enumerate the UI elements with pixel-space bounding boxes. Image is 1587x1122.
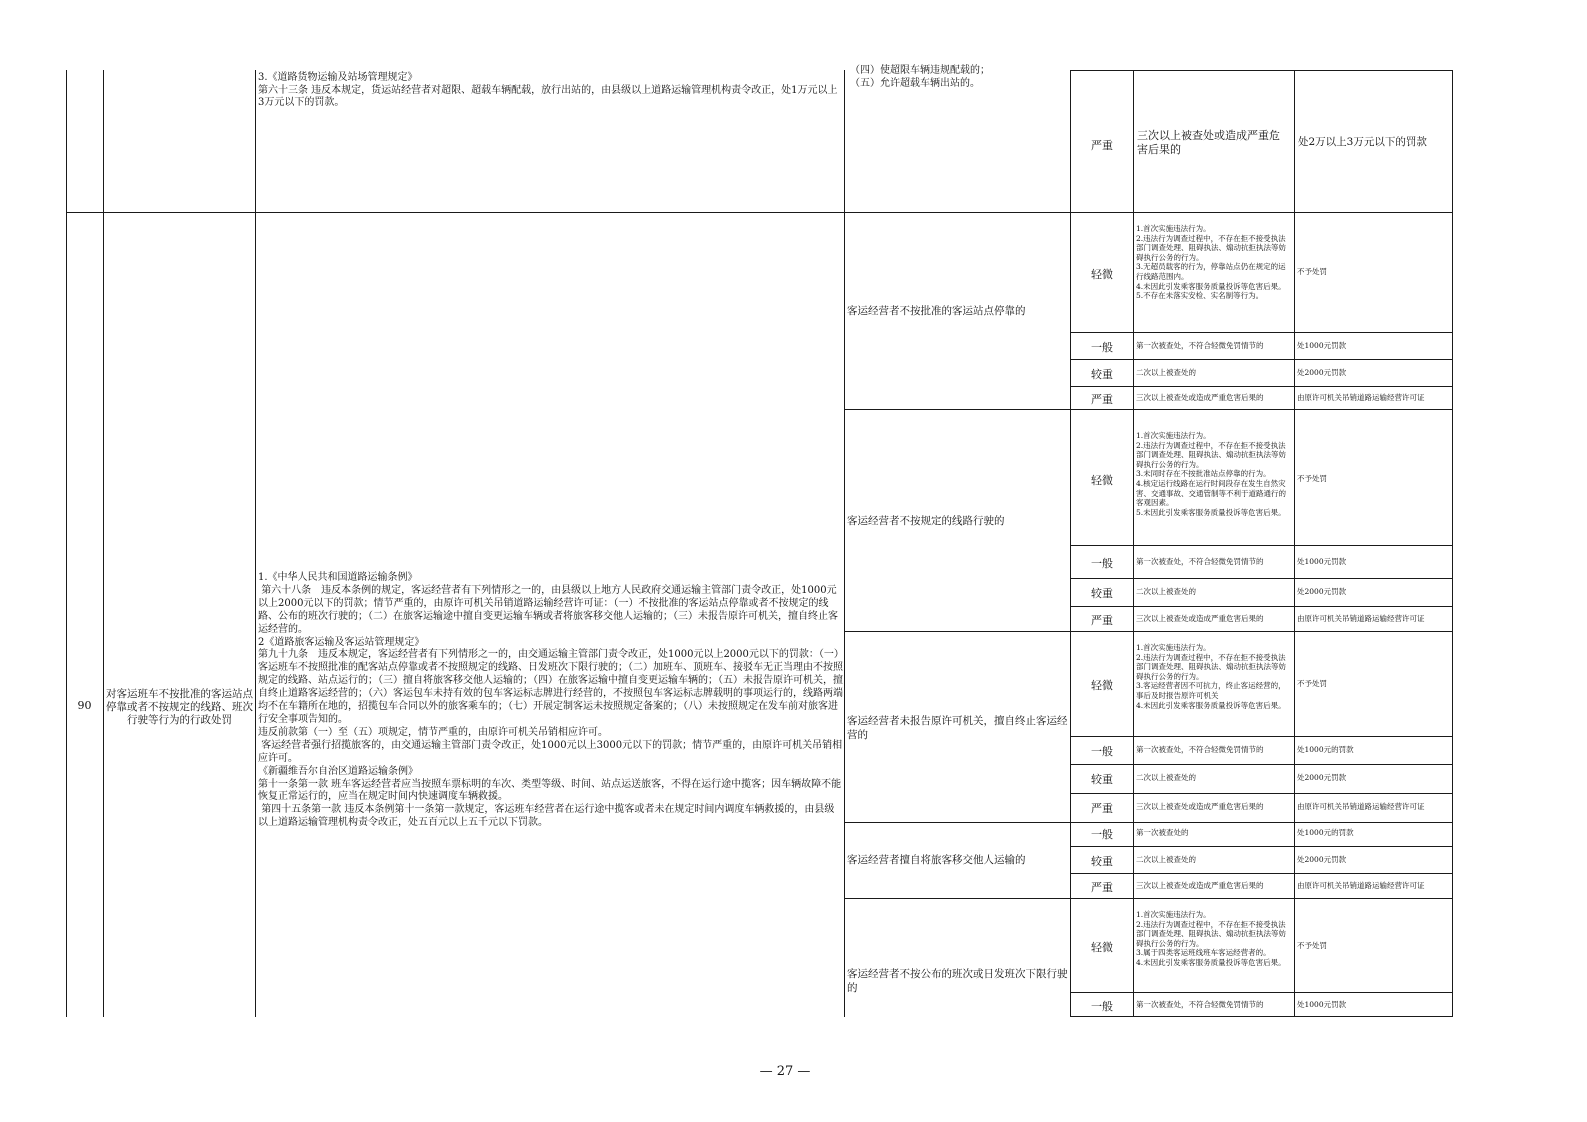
- penalty-text: 不予处罚: [1297, 267, 1327, 276]
- penalty-text: 处2000元罚款: [1297, 587, 1347, 596]
- item-name: 对客运班车不按批准的客运站点停靠或者不按规定的线路、班次行驶等行为的行政处罚: [106, 688, 253, 726]
- condition-text: 二次以上被查处的: [1136, 855, 1196, 864]
- penalty-text: 由原许可机关吊销道路运输经营许可证: [1297, 614, 1425, 623]
- condition-text: 三次以上被查处或造成严重危害后果的: [1136, 393, 1264, 402]
- penalty-text: 处1000元的罚款: [1297, 745, 1354, 754]
- condition-text: 三次以上被查处或造成严重危害后果的: [1137, 129, 1280, 156]
- level-label: 严重: [1091, 139, 1113, 152]
- condition-text: 第一次被查处，不符合轻微免罚情节的: [1136, 341, 1264, 350]
- condition-text: 二次以上被查处的: [1136, 587, 1196, 596]
- condition-text: 三次以上被查处或造成严重危害后果的: [1136, 614, 1264, 623]
- condition-text: 第一次被查处，不符合轻微免罚情节的: [1136, 557, 1264, 566]
- behavior-5: 客运经营者不按公布的班次或日发班次下限行驶的: [847, 968, 1068, 994]
- level-label: 严重: [1091, 802, 1113, 815]
- level-label: 较重: [1091, 587, 1113, 600]
- condition-text: 第一次被查处，不符合轻微免罚情节的: [1136, 1000, 1264, 1009]
- penalty-text: 不予处罚: [1297, 474, 1327, 483]
- level-label: 严重: [1091, 614, 1113, 627]
- penalty-text: 处1000元罚款: [1297, 1000, 1347, 1009]
- behavior-4: 客运经营者擅自将旅客移交他人运输的: [847, 854, 1026, 866]
- condition-text: 1.首次实施违法行为。 2.违法行为调查过程中，不存在拒不接受执法部门调查处理、阻碍执法、煽动抗拒执法等妨碍执行公务的行为。 3.未同时存在不按批准站点停靠的行为。 4.核定运行线路在运行时间段存在发生自然灾害、交通事故、交通管制等不利于道路通行的客观因素。 5.未因此引发乘客服务质量投诉等危害后果。: [1136, 431, 1286, 517]
- level-label: 一般: [1091, 1000, 1113, 1013]
- condition-text: 二次以上被查处的: [1136, 773, 1196, 782]
- penalty-text: 不予处罚: [1297, 941, 1327, 950]
- law-heading: 3.《道路货物运输及站场管理规定》: [258, 72, 418, 83]
- level-label: 较重: [1091, 368, 1113, 381]
- level-label: 轻微: [1091, 679, 1113, 692]
- penalty-text: 处1000元罚款: [1297, 341, 1347, 350]
- level-label: 轻微: [1091, 941, 1113, 954]
- legal-basis: 1.《中华人民共和国道路运输条例》 第六十八条 违反本条例的规定，客运经营者有下列情形之一的，由县级以上地方人民政府交通运输主管部门责令改正，处1000元以上2000元以下的罚款；情节严重的，由原许可机关吊销道路运输经营许可证：（一）不按批准的客运站点停靠或者不按规定的线路、公布的班次行驶的；（二）在旅客运输途中擅自变更运输车辆或者将旅客移交他人运输的；（三）未报告原许可机关，擅自终止客运经营的。 2《道路旅客运输及客运站管理规定》 第九十九条 违反本规定，客运经营者有下列情形之一的，由交通运输主管部门责令改正，处1000元以上2000元以下的罚款：（一）客运班车不按照批准的配客站点停靠或者不按照规定的线路、日发班次下限行驶的；（二）加班车、顶班车、接驳车无正当理由不按照规定的线路、站点运行的；（三）擅自将旅客移交他人运输的；（四）在旅客运输中擅自变更运输车辆的；（五）未报告原许可机关，擅自终止道路客运经营的；（六）客运包车未持有效的包车客运标志牌进行经营的，不按照包车客运标志牌载明的事项运行的，线路两端均不在车籍所在地的，招揽包车合同以外的旅客乘车的；（七）开展定制客运未按照规定备案的；（八）未按照规定在发车前对旅客进行安全事项告知的。 违反前款第（一）至（五）项规定，情节严重的，由原许可机关吊销相应许可。 客运经营者强行招揽旅客的，由交通运输主管部门责令改正，处1000元以上3000元以下的罚款；情节严重的，由原许可机关吊销相应许可。 《新疆维吾尔自治区道路运输条例》 第十一条第一款 班车客运经营者应当按照车票标明的车次、类型等级、时间、站点运送旅客，不得在运行途中揽客；因车辆故障不能恢复正常运行的，应当在规定时间内快速调度车辆救援。 第四十五条第一款 违反本条例第十一条第一款规定，客运班车经营者在运行途中揽客或者未在规定时间内调度车辆救援的，由县级以上道路运输管理机构责令改正，处五百元以上五千元以下罚款。: [258, 572, 843, 829]
- condition-text: 第一次被查处的: [1136, 828, 1189, 837]
- penalty-text: 由原许可机关吊销道路运输经营许可证: [1297, 393, 1425, 402]
- penalty-text: 处1000元罚款: [1297, 557, 1347, 566]
- penalty-text: 由原许可机关吊销道路运输经营许可证: [1297, 881, 1425, 890]
- level-label: 一般: [1091, 341, 1113, 354]
- condition-text: 1.首次实施违法行为。 2.违法行为调查过程中，不存在拒不接受执法部门调查处理、阻碍执法、煽动抗拒执法等妨碍执行公务的行为。 3.属于四类客运班线班车客运经营者的。 4.未因此引发乘客服务质量投诉等危害后果。: [1136, 910, 1286, 967]
- condition-text: 三次以上被查处或造成严重危害后果的: [1136, 881, 1264, 890]
- level-label: 严重: [1091, 881, 1113, 894]
- penalty-text: 由原许可机关吊销道路运输经营许可证: [1297, 802, 1425, 811]
- level-label: 一般: [1091, 745, 1113, 758]
- behavior-cut-line: （四）使超限车辆违规配载的；: [850, 65, 990, 76]
- penalty-text: 处2万以上3万元以下的罚款: [1298, 136, 1427, 148]
- condition-text: 第一次被查处，不符合轻微免罚情节的: [1136, 745, 1264, 754]
- behavior-1: 客运经营者不按批准的客运站点停靠的: [847, 305, 1026, 317]
- level-label: 一般: [1091, 557, 1113, 570]
- condition-text: 三次以上被查处或造成严重危害后果的: [1136, 802, 1264, 811]
- law-text: 第六十三条 违反本规定，货运站经营者对超限、超载车辆配载，放行出站的，由县级以上道路运输管理机构责令改正，处1万元以上3万元以下的罚款。: [258, 85, 838, 108]
- behavior-text: （五）允许超载车辆出站的。: [850, 78, 980, 89]
- level-label: 严重: [1091, 393, 1113, 406]
- level-label: 较重: [1091, 773, 1113, 786]
- penalty-text: 处1000元的罚款: [1297, 828, 1354, 837]
- level-label: 轻微: [1091, 268, 1113, 281]
- page-number: — 27 —: [759, 1064, 811, 1079]
- behavior-3: 客运经营者未报告原许可机关，擅自终止客运经营的: [847, 715, 1068, 741]
- penalty-text: 处2000元罚款: [1297, 773, 1347, 782]
- condition-text: 1.首次实施违法行为。 2.违法行为调查过程中，不存在拒不接受执法部门调查处理、阻碍执法、煽动抗拒执法等妨碍执行公务的行为。 3.无超员载客的行为，停靠站点仍在规定的运行线路范围内。 4.未因此引发乘客服务质量投诉等危害后果。 5.不存在未落实安检、实名制等行为。: [1136, 224, 1286, 301]
- condition-text: 1.首次实施违法行为。 2.违法行为调查过程中，不存在拒不接受执法部门调查处理、阻碍执法、煽动抗拒执法等妨碍执行公务的行为。 3.客运经营者因不可抗力，终止客运经营的，事后及时报告原许可机关 4.未因此引发乘客服务质量投诉等危害后果。: [1136, 643, 1286, 710]
- condition-text: 二次以上被查处的: [1136, 368, 1196, 377]
- level-label: 轻微: [1091, 474, 1113, 487]
- penalty-text: 处2000元罚款: [1297, 855, 1347, 864]
- penalty-text: 处2000元罚款: [1297, 368, 1347, 377]
- level-label: 较重: [1091, 855, 1113, 868]
- item-number: 90: [77, 699, 92, 712]
- penalty-text: 不予处罚: [1297, 679, 1327, 688]
- level-label: 一般: [1091, 828, 1113, 841]
- behavior-2: 客运经营者不按规定的线路行驶的: [847, 515, 1005, 527]
